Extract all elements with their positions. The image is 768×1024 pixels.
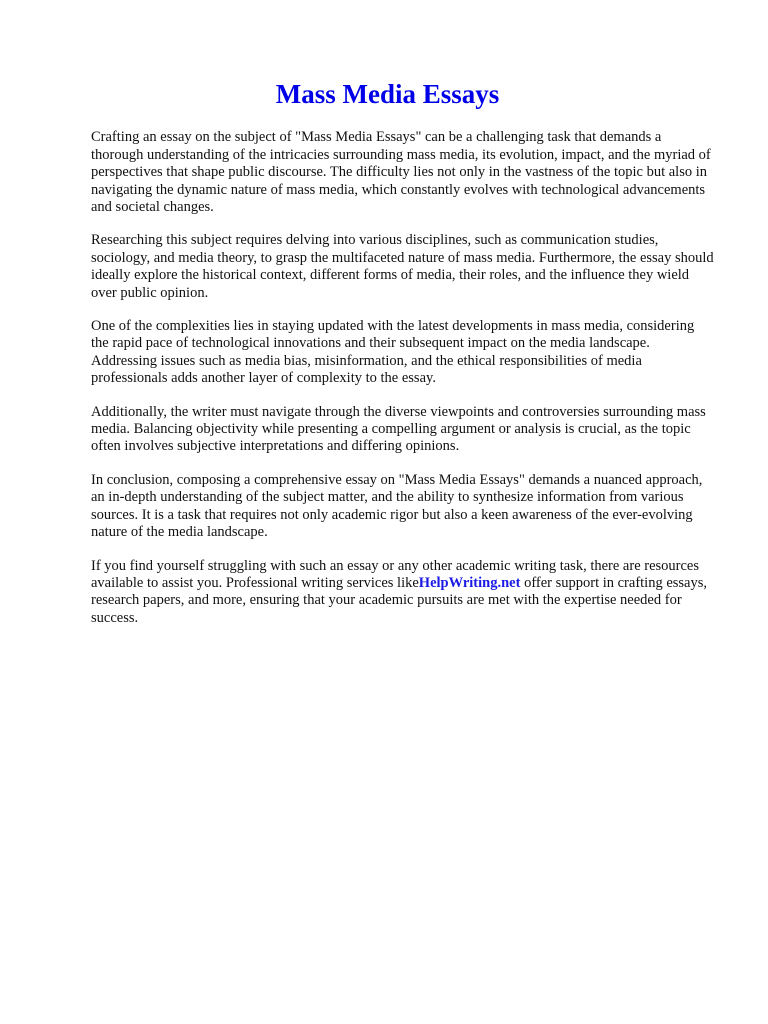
page-title: Mass Media Essays <box>275 79 500 109</box>
help-text-after-link: offer support in crafting essays, research papers, and more, ensuring that your academic pursuits are met with the expertise needed for success. <box>91 574 708 626</box>
paragraph-research: Researching this subject requires delving into various disciplines, such as communication studies, sociology, and media theory, to grasp the multifaceted nature of mass media. Furthermore, the essay should ideally explore the historical context, different forms of media, their roles, and the influence they wield over public opinion. <box>91 232 714 301</box>
help-text-before-link: If you find yourself struggling with such an essay or any other academic writing task, there are resources available to assist you. Professional writing services like <box>91 557 700 591</box>
paragraph-complexities: One of the complexities lies in staying updated with the latest developments in mass media, considering the rapid pace of technological innovations and their subsequent impact on the media landscape. Addressing issues such as media bias, misinformation, and the ethical responsibilities of media professionals adds another layer of complexity to the essay. <box>91 318 695 387</box>
paragraph-help <box>91 558 714 628</box>
paragraph-intro: Crafting an essay on the subject of "Mass Media Essays" can be a challenging task that demands a thorough understanding of the intricacies surrounding mass media, its evolution, impact, and the myriad of perspectives that shape public discourse. The difficulty lies not only in the vastness of the topic but also in navigating the dynamic nature of mass media, which constantly evolves with technological advancements and societal changes. <box>91 129 711 216</box>
helpwriting-link[interactable]: HelpWriting.net <box>418 574 521 591</box>
paragraph-conclusion: In conclusion, composing a comprehensive essay on "Mass Media Essays" demands a nuanced approach, an in-depth understanding of the subject matter, and the ability to synthesize information from various sources. It is a task that requires not only academic rigor but also a keen awareness of the ever-evolving nature of the media landscape. <box>91 471 703 541</box>
paragraph-viewpoints: Additionally, the writer must navigate through the diverse viewpoints and controversies surrounding mass media. Balancing objectivity while presenting a compelling argument or analysis is crucial, as the topic often involves subjective interpretations and differing opinions. <box>91 403 706 455</box>
